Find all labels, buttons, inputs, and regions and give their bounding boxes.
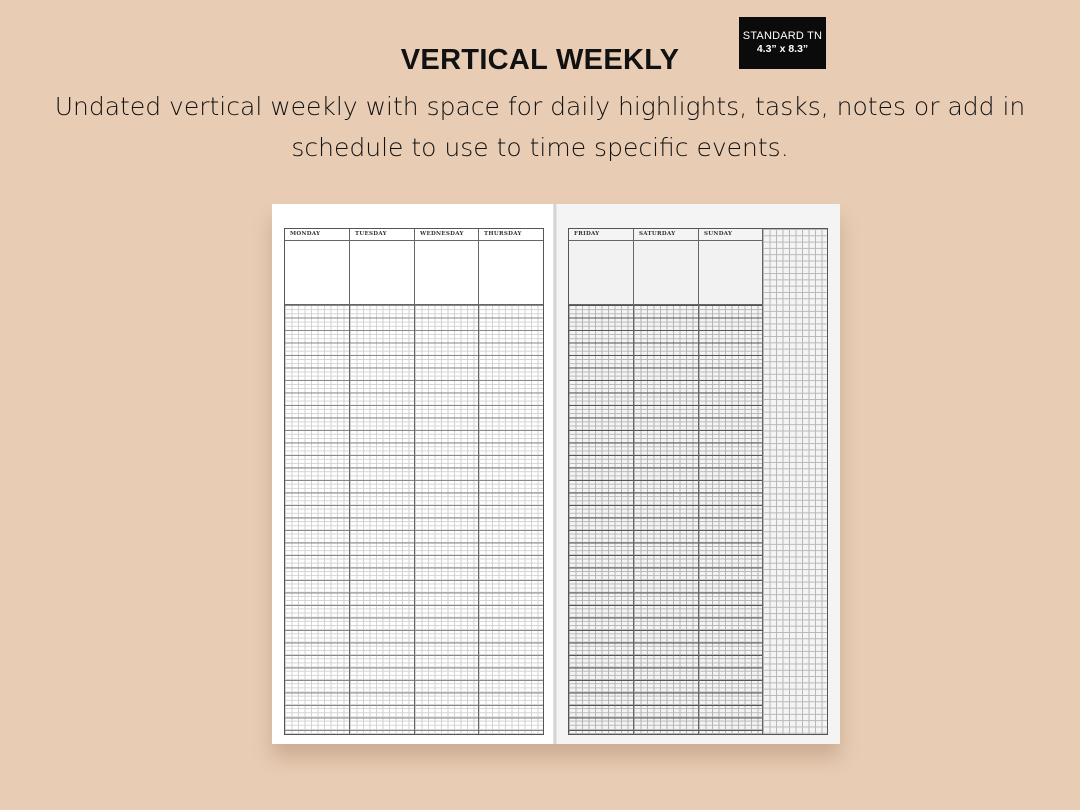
day-column-saturday — [634, 229, 699, 734]
day-header: SUNDAY — [699, 229, 762, 241]
day-header: THURSDAY — [479, 229, 543, 241]
notebook-spine — [553, 204, 557, 744]
day-header: FRIDAY — [569, 229, 633, 241]
daily-highlight-box — [350, 241, 414, 305]
day-header: WEDNESDAY — [415, 229, 478, 241]
right-page-grid — [568, 228, 828, 735]
task-lines — [569, 305, 633, 734]
day-column-tuesday — [350, 229, 415, 734]
day-column-thursday — [479, 229, 543, 734]
daily-highlight-box — [699, 241, 762, 305]
right-page — [555, 204, 840, 744]
task-lines — [479, 305, 543, 734]
daily-highlight-box — [634, 241, 698, 305]
daily-highlight-box — [415, 241, 478, 305]
notes-grid-column — [763, 229, 827, 734]
task-lines — [699, 305, 762, 734]
task-lines — [634, 305, 698, 734]
badge-line-2: 4.3” x 8.3” — [756, 43, 809, 56]
left-page-grid — [284, 228, 544, 735]
task-lines — [350, 305, 414, 734]
day-column-sunday — [699, 229, 763, 734]
task-lines — [415, 305, 478, 734]
daily-highlight-box — [285, 241, 349, 305]
daily-highlight-box — [569, 241, 633, 305]
day-column-monday — [285, 229, 350, 734]
left-page — [272, 204, 555, 744]
page-title: VERTICAL WEEKLY — [400, 44, 680, 76]
day-column-wednesday — [415, 229, 479, 734]
day-header: SATURDAY — [634, 229, 698, 241]
badge-line-1: STANDARD TN — [742, 30, 823, 43]
day-header: TUESDAY — [350, 229, 414, 241]
daily-highlight-box — [479, 241, 543, 305]
task-lines — [285, 305, 349, 734]
day-column-friday — [569, 229, 634, 734]
page-subtitle: Undated vertical weekly with space for daily highlights, tasks, notes or add in schedule to use to time specific events. — [54, 92, 1026, 162]
day-header: MONDAY — [285, 229, 349, 241]
notebook-spread — [272, 204, 840, 744]
